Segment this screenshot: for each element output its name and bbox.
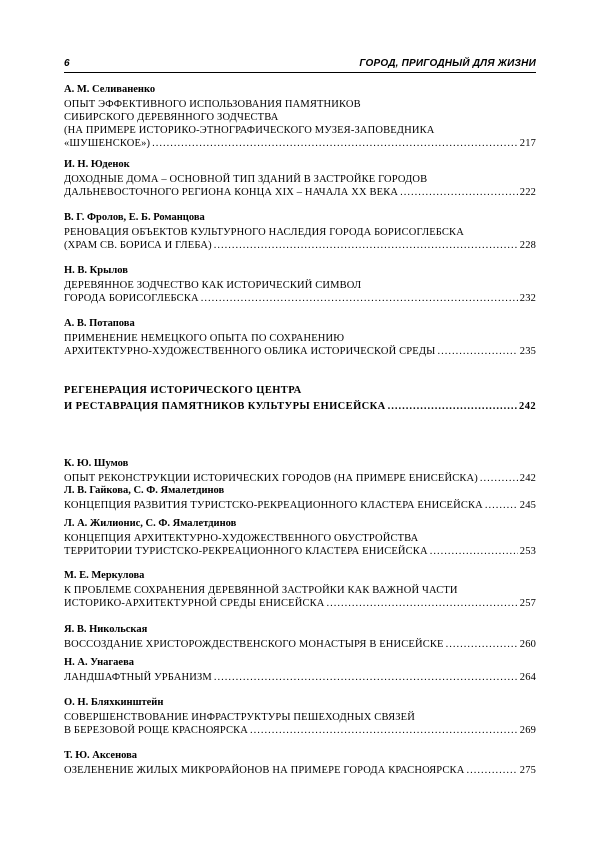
toc-title-text: ДАЛЬНЕВОСТОЧНОГО РЕГИОНА КОНЦА XIX – НАЧАЛА XX ВЕКА <box>64 187 399 198</box>
toc-author: Л. В. Гайкова, С. Ф. Ямалетдинов <box>64 485 225 496</box>
page-number: 6 <box>64 58 70 69</box>
toc-title-line-with-page <box>64 239 536 252</box>
toc-title-text: ГОРОДА БОРИСОГЛЕБСКА <box>64 293 199 304</box>
toc-title-text: КОНЦЕПЦИЯ РАЗВИТИЯ ТУРИСТСКО-РЕКРЕАЦИОННОГО КЛАСТЕРА ЕНИСЕЙСКА <box>64 500 483 511</box>
toc-author: А. М. Селиваненко <box>64 84 156 95</box>
toc-entry <box>64 317 536 358</box>
toc-page-number: 228 <box>519 240 536 251</box>
toc-leader-dots <box>327 597 518 610</box>
toc-leader-dots <box>400 186 518 199</box>
toc-title-line-with-page <box>64 345 536 358</box>
toc-entry <box>64 623 536 651</box>
toc-title-text: АРХИТЕКТУРНО-ХУДОЖЕСТВЕННОГО ОБЛИКА ИСТОРИЧЕСКОЙ СРЕДЫ <box>64 346 436 357</box>
toc-title-line: КОНЦЕПЦИЯ АРХИТЕКТУРНО-ХУДОЖЕСТВЕННОГО ОБУСТРОЙСТВА <box>64 533 419 544</box>
toc-title-line: ОПЫТ ЭФФЕКТИВНОГО ИСПОЛЬЗОВАНИЯ ПАМЯТНИКОВ <box>64 99 361 110</box>
toc-title-line-with-page <box>64 724 536 737</box>
toc-title-line: РЕГЕНЕРАЦИЯ ИСТОРИЧЕСКОГО ЦЕНТРА <box>64 385 302 396</box>
toc-page-number: 257 <box>519 598 536 609</box>
toc-page-number: 235 <box>519 346 536 357</box>
toc-leader-dots <box>446 638 518 651</box>
toc-page-number: 260 <box>519 639 536 650</box>
toc-leader-dots <box>388 399 517 415</box>
toc-title-text: ИСТОРИКО-АРХИТЕКТУРНОЙ СРЕДЫ ЕНИСЕЙСКА <box>64 598 325 609</box>
toc-page-number: 269 <box>519 725 536 736</box>
toc-page-number: 217 <box>519 138 536 149</box>
toc-title-line-with-page <box>64 545 536 558</box>
toc-title-text: (ХРАМ СВ. БОРИСА И ГЛЕБА) <box>64 240 212 251</box>
toc-title-line: СИБИРСКОГО ДЕРЕВЯННОГО ЗОДЧЕСТВА <box>64 112 279 123</box>
toc-title-line: РЕНОВАЦИЯ ОБЪЕКТОВ КУЛЬТУРНОГО НАСЛЕДИЯ ГОРОДА БОРИСОГЛЕБСКА <box>64 227 464 238</box>
toc-title-line: (НА ПРИМЕРЕ ИСТОРИКО-ЭТНОГРАФИЧЕСКОГО МУЗЕЯ-ЗАПОВЕДНИКА <box>64 125 435 136</box>
toc-title-line: ДОХОДНЫЕ ДОМА – ОСНОВНОЙ ТИП ЗДАНИЙ В ЗАСТРОЙКЕ ГОРОДОВ <box>64 174 428 185</box>
toc-entry <box>64 517 536 558</box>
toc-entry <box>64 749 536 777</box>
toc-author: Н. В. Крылов <box>64 265 128 276</box>
toc-title-line: СОВЕРШЕНСТВОВАНИЕ ИНФРАСТРУКТУРЫ ПЕШЕХОДНЫХ СВЯЗЕЙ <box>64 712 415 723</box>
toc-author: К. Ю. Шумов <box>64 458 129 469</box>
toc-entry <box>64 484 536 512</box>
toc-leader-dots <box>430 545 518 558</box>
toc-page-number: 232 <box>519 293 536 304</box>
toc-entry <box>64 264 536 305</box>
toc-leader-dots <box>152 137 518 150</box>
running-title: ГОРОД, ПРИГОДНЫЙ ДЛЯ ЖИЗНИ <box>359 58 536 69</box>
toc-leader-dots <box>250 724 518 737</box>
toc-title-line: ПРИМЕНЕНИЕ НЕМЕЦКОГО ОПЫТА ПО СОХРАНЕНИЮ <box>64 333 345 344</box>
toc-title-line-with-page <box>64 499 536 512</box>
toc-title-line-with-page <box>64 764 536 777</box>
toc-entry <box>64 656 536 684</box>
toc-section-heading <box>64 383 536 415</box>
toc-title-text: ВОССОЗДАНИЕ ХРИСТОРОЖДЕСТВЕНСКОГО МОНАСТЫРЯ В ЕНИСЕЙСКЕ <box>64 639 444 650</box>
toc-leader-dots <box>214 671 518 684</box>
toc-author: М. Е. Меркулова <box>64 570 145 581</box>
toc-leader-dots <box>201 292 518 305</box>
toc-page-number: 242 <box>519 401 536 412</box>
toc-entry <box>64 158 536 199</box>
toc-title-text: ЛАНДШАФТНЫЙ УРБАНИЗМ <box>64 672 212 683</box>
toc-title-text: ОПЫТ РЕКОНСТРУКЦИИ ИСТОРИЧЕСКИХ ГОРОДОВ (НА ПРИМЕРЕ ЕНИСЕЙСКА) <box>64 473 478 484</box>
toc-title-text: «ШУШЕНСКОЕ») <box>64 138 151 149</box>
toc-title-text: В БЕРЕЗОВОЙ РОЩЕ КРАСНОЯРСКА <box>64 725 249 736</box>
toc-entry <box>64 83 536 150</box>
toc-entry <box>64 569 536 610</box>
toc-title-line-with-page <box>64 137 536 150</box>
toc-title-line-with-page <box>64 638 536 651</box>
toc-leader-dots <box>485 499 518 512</box>
toc-title-line-with-page <box>64 399 536 415</box>
toc-title-text: ОЗЕЛЕНЕНИЕ ЖИЛЫХ МИКРОРАЙОНОВ НА ПРИМЕРЕ ГОРОДА КРАСНОЯРСКА <box>64 765 465 776</box>
toc-leader-dots <box>466 764 517 777</box>
toc-entry <box>64 696 536 737</box>
toc-title-text: И РЕСТАВРАЦИЯ ПАМЯТНИКОВ КУЛЬТУРЫ ЕНИСЕЙСКА <box>64 401 386 412</box>
toc-title-line: ДЕРЕВЯННОЕ ЗОДЧЕСТВО КАК ИСТОРИЧЕСКИЙ СИМВОЛ <box>64 280 362 291</box>
toc-title-line-with-page <box>64 597 536 610</box>
toc-page-number: 253 <box>519 546 536 557</box>
toc-author: И. Н. Юденок <box>64 159 130 170</box>
toc-author: Я. В. Никольская <box>64 624 148 635</box>
toc-title-line: К ПРОБЛЕМЕ СОХРАНЕНИЯ ДЕРЕВЯННОЙ ЗАСТРОЙКИ КАК ВАЖНОЙ ЧАСТИ <box>64 585 458 596</box>
toc-author: О. Н. Бляхкинштейн <box>64 697 164 708</box>
toc-entry <box>64 457 536 485</box>
toc-title-line-with-page <box>64 186 536 199</box>
header-rule <box>64 72 536 73</box>
toc-title-line-with-page <box>64 292 536 305</box>
toc-page-number: 264 <box>519 672 536 683</box>
toc-author: Н. А. Унагаева <box>64 657 134 668</box>
toc-page-number: 245 <box>519 500 536 511</box>
toc-title-line-with-page <box>64 671 536 684</box>
toc-author: Т. Ю. Аксенова <box>64 750 138 761</box>
toc-leader-dots <box>214 239 518 252</box>
toc-entry <box>64 211 536 252</box>
toc-page-number: 242 <box>519 473 536 484</box>
toc-title-text: ТЕРРИТОРИИ ТУРИСТСКО-РЕКРЕАЦИОННОГО КЛАСТЕРА ЕНИСЕЙСКА <box>64 546 428 557</box>
toc-author: А. В. Потапова <box>64 318 135 329</box>
toc-author: Л. А. Жилионис, С. Ф. Ямалетдинов <box>64 518 237 529</box>
toc-leader-dots <box>437 345 517 358</box>
toc-page-number: 275 <box>519 765 536 776</box>
toc-page-number: 222 <box>519 187 536 198</box>
toc-author: В. Г. Фролов, Е. Б. Романцова <box>64 212 205 223</box>
